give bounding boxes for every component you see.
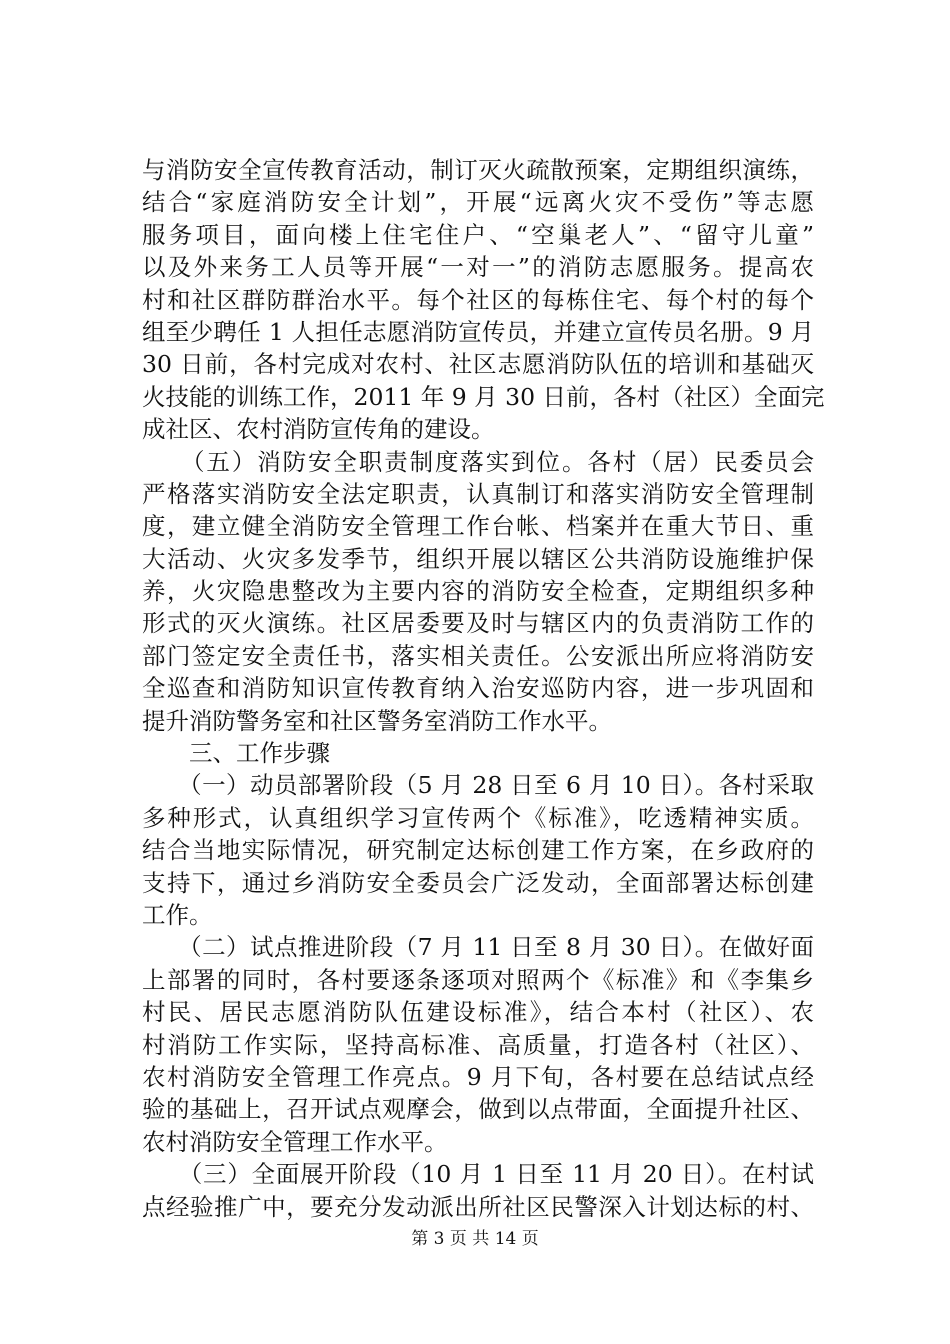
text-line: 以及外来务工人员等开展“一对一”的消防志愿服务。提高农	[142, 253, 814, 282]
text-line: 工作。	[142, 900, 213, 929]
text-line: 度，建立健全消防安全管理工作台帐、档案并在重大节日、重	[142, 512, 814, 541]
text-line: 农村消防安全管理工作亮点。9 月下旬，各村要在总结试点经	[142, 1062, 814, 1091]
text-line: 组至少聘任 1 人担任志愿消防宣传员，并建立宣传员名册。9 月	[142, 317, 814, 346]
text-line: （一）动员部署阶段（5 月 28 日至 6 月 10 日）。各村采取	[142, 771, 814, 800]
text-line: 严格落实消防安全法定职责，认真制订和落实消防安全管理制	[142, 479, 814, 508]
text-line: 火技能的训练工作，2011 年 9 月 30 日前，各村（社区）全面完	[142, 382, 825, 411]
text-line: 点经验推广中，要充分发动派出所社区民警深入计划达标的村、	[142, 1192, 814, 1221]
text-line: 30 日前，各村完成对农村、社区志愿消防队伍的培训和基础灭	[142, 350, 814, 379]
text-line: 支持下，通过乡消防安全委员会广泛发动，全面部署达标创建	[142, 868, 814, 897]
text-line: 村消防工作实际，坚持高标准、高质量，打造各村（社区）、	[142, 1030, 814, 1059]
text-line: 养，火灾隐患整改为主要内容的消防安全检查，定期组织多种	[142, 577, 814, 606]
text-line: （三）全面展开阶段（10 月 1 日至 11 月 20 日）。在村试	[142, 1160, 814, 1189]
text-line: 提升消防警务室和社区警务室消防工作水平。	[142, 706, 612, 735]
text-line: 全巡查和消防知识宣传教育纳入治安巡防内容，进一步巩固和	[142, 674, 814, 703]
text-line: 大活动、火灾多发季节，组织开展以辖区公共消防设施维护保	[142, 544, 814, 573]
page-footer: 第 3 页 共 14 页	[411, 1229, 539, 1249]
body-text	[142, 154, 825, 1223]
text-line: （五）消防安全职责制度落实到位。各村（居）民委员会	[142, 447, 814, 476]
text-line: 服务项目，面向楼上住宅住户、“空巢老人”、“留守儿童”	[142, 220, 814, 249]
text-line: 与消防安全宣传教育活动，制订灭火疏散预案，定期组织演练，	[142, 156, 814, 184]
text-line: 农村消防安全管理工作水平。	[142, 1127, 448, 1156]
text-line: 结合当地实际情况，研究制定达标创建工作方案，在乡政府的	[142, 836, 814, 865]
text-line: 上部署的同时，各村要逐条逐项对照两个《标准》和《李集乡	[142, 965, 814, 994]
text-line: 结合“家庭消防安全计划”，开展“远离火灾不受伤”等志愿	[142, 188, 814, 217]
text-line: 村民、居民志愿消防队伍建设标准》，结合本村（社区）、农	[142, 998, 814, 1027]
text-line: 成社区、农村消防宣传角的建设。	[142, 415, 495, 444]
text-line: 部门签定安全责任书，落实相关责任。公安派出所应将消防安	[142, 641, 814, 670]
text-line: 验的基础上，召开试点观摩会，做到以点带面，全面提升社区、	[142, 1095, 814, 1124]
section-heading: 三、工作步骤	[142, 739, 330, 768]
text-line: 多种形式，认真组织学习宣传两个《标准》，吃透精神实质。	[142, 803, 814, 832]
text-line: （二）试点推进阶段（7 月 11 日至 8 月 30 日）。在做好面	[142, 933, 814, 962]
text-line: 村和社区群防群治水平。每个社区的每栋住宅、每个村的每个	[142, 285, 814, 314]
text-line: 形式的灭火演练。社区居委要及时与辖区内的负责消防工作的	[142, 609, 814, 638]
